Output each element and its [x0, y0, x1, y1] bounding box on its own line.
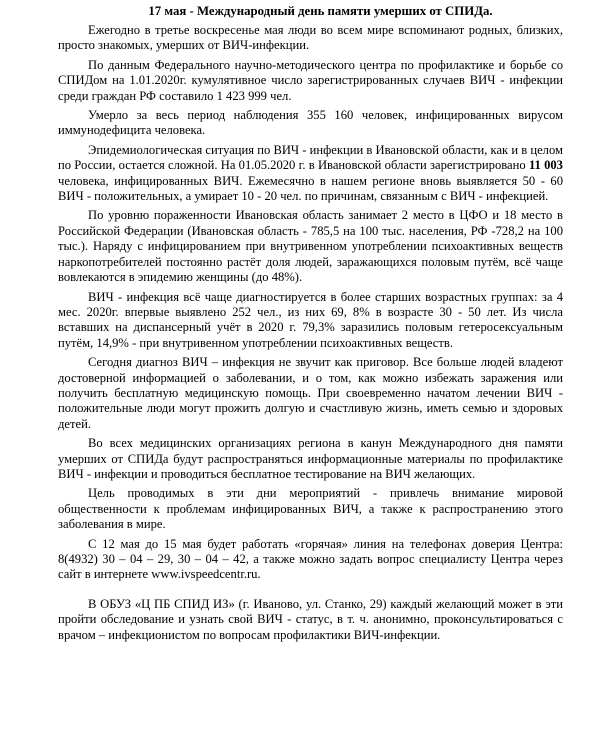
paragraph-6: ВИЧ - инфекция всё чаще диагностируется в более старших возрастных группах: за 4 мес. 2020г. впервые выявлено 252 чел., из них 69, 8% в возрасте 30 - 50 лет. Из числа вставших на диспансерный учёт в 2020 г. 79,3% заразились половым гетеросексуальным путём, 14,9% - при внутривенном употреблении психоактивных веществ.: [58, 289, 563, 350]
paragraph-1: Ежегодно в третье воскресенье мая люди во всем мире вспоминают родных, близких, просто знакомых, умерших от ВИЧ-инфекции.: [58, 23, 563, 53]
hiv-count-highlight: 11 003: [528, 158, 563, 173]
paragraph-4-lead: Эпидемиологическая ситуация по ВИЧ - инфекции в Ивановской области, как и в целом по России, остается сложной. На 01.05.2020 г. в Ивановской области зарегистрировано: [58, 142, 563, 173]
paragraph-4-tail: человека, инфицированных ВИЧ. Ежемесячно в нашем регионе вновь выявляется 50 - 60 ВИЧ - положительных, а умирает 10 - 20 чел. по причинам, связанным с ВИЧ - инфекцией.: [58, 173, 563, 204]
paragraph-7: Сегодня диагноз ВИЧ – инфекция не звучит как приговор. Все больше людей владеют достоверной информацией о заболевании, и о том, как можно избежать заражения или получить бесплатную медицинскую помощь. При своевременно начатом лечении ВИЧ - положительные люди могут прожить долгую и счастливую жизнь, иметь семью и здоровых детей.: [58, 355, 563, 431]
paragraph-8: Во всех медицинских организациях региона в канун Международного дня памяти умерших от СПИДа будут распространяться информационные материалы по профилактике ВИЧ - инфекции и проводиться бесплатное тестирование на ВИЧ желающих.: [58, 436, 563, 481]
paragraph-11: В ОБУЗ «Ц ПБ СПИД ИЗ» (г. Иваново, ул. Станко, 29) каждый желающий может в эти пройти обследование и узнать свой ВИЧ - статус, в т. ч. анонимно, проконсультироваться с врачом – инфекционистом по вопросам профилактики ВИЧ-инфекции.: [58, 596, 563, 642]
paragraph-3: Умерло за весь период наблюдения 355 160 человек, инфицированных вирусом иммунодефицита человека.: [58, 108, 563, 138]
paragraph-2: По данным Федерального научно-методического центра по профилактике и борьбе со СПИДом на 1.01.2020г. кумулятивное число зарегистрированных случаев ВИЧ - инфекции среди граждан РФ составило 1 423 999 чел.: [58, 57, 563, 103]
paragraph-9: Цель проводимых в эти дни мероприятий - привлечь внимание мировой общественности к проблемам инфицированных ВИЧ, а также к распространению этого заболевания в мире.: [58, 486, 563, 532]
paragraph-5: По уровню пораженности Ивановская область занимает 2 место в ЦФО и 18 место в Российской Федерации (Ивановская область - 785,5 на 100 тыс. населения, РФ -728,2 на 100 тыс.). Наряду с инфицированием при внутривенном употреблении психоактивных веществ наркопотребителей постоянно растёт доля людей, заражающихся половым путём, всё чаще вовлекаются в эпидемию женщины (до 48%).: [58, 208, 563, 285]
paragraph-10: С 12 мая до 15 мая будет работать «горячая» линия на телефонах доверия Центра: 8(4932) 30 – 04 – 29, 30 – 04 – 42, а также можно задать вопрос специалисту Центра через сайт в интернете www.ivspeedcentr.ru.: [58, 536, 563, 582]
document-title: 17 мая - Международный день памяти умерших от СПИДа.: [148, 4, 493, 18]
paragraph-4: [58, 143, 563, 205]
